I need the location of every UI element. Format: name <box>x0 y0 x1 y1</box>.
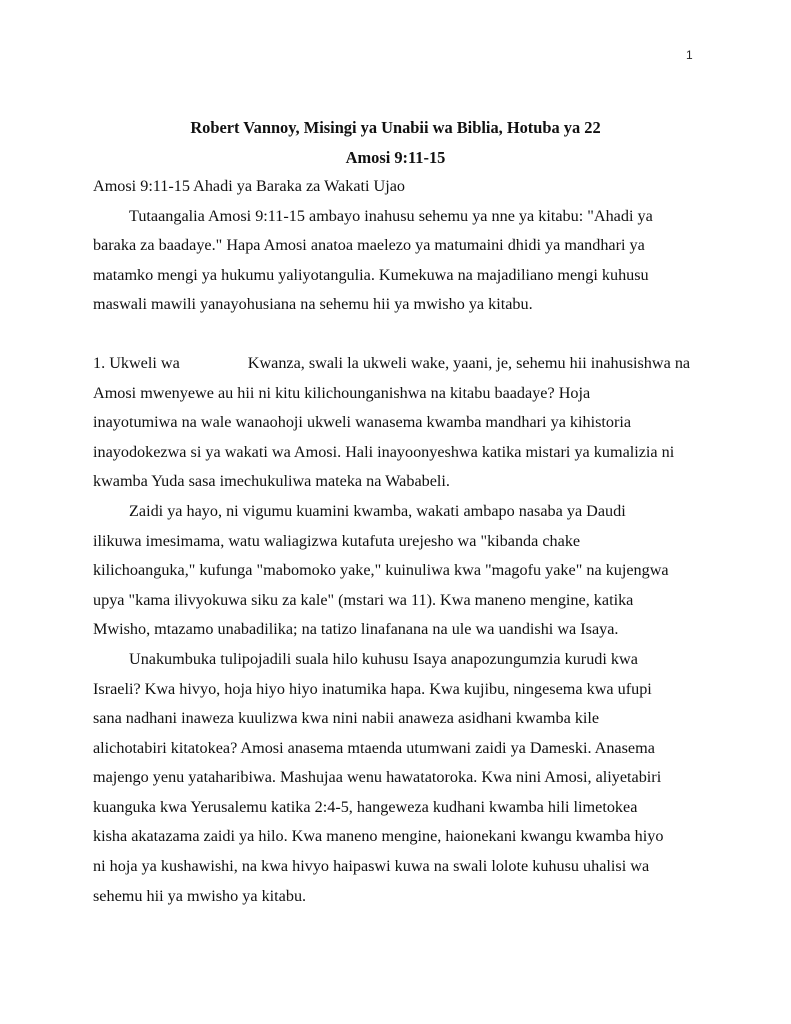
paragraph-line: Mwisho, mtazamo unabadilika; na tatizo linafanana na ule wa uandishi wa Isaya. <box>93 620 619 639</box>
paragraph-line: inayotumiwa na wale wanaohoji ukweli wanasema kwamba mandhari ya kihistoria <box>93 413 632 432</box>
paragraph-line: Israeli? Kwa hivyo, hoja hiyo hiyo inatumika hapa. Kwa kujibu, ningesema kwa ufupi <box>93 679 652 698</box>
paragraph-line: kilichoanguka," kufunga "mabomoko yake," kuinuliwa kwa "magofu yake" na kujengwa <box>93 561 669 580</box>
paragraph-line: ilikuwa imesimama, watu waliagizwa kutafuta urejesho wa "kibanda chake <box>93 531 581 550</box>
paragraph-spacer <box>93 320 713 349</box>
paragraph-line: Unakumbuka tulipojadili suala hilo kuhusu Isaya anapozungumzia kurudi kwa <box>129 649 638 668</box>
paragraph-line: sana nadhani inaweza kuulizwa kwa nini nabii anaweza asidhani kwamba kile <box>93 709 600 728</box>
paragraph-line: ni hoja ya kushawishi, na kwa hivyo haipaswi kuwa na swali lolote kuhusu uhalisi wa <box>93 857 650 876</box>
paragraph-line: upya "kama ilivyokuwa siku za kale" (mstari wa 11). Kwa maneno mengine, katika <box>93 590 634 609</box>
paragraph-4 <box>93 645 713 911</box>
paragraph-line: Zaidi ya hayo, ni vigumu kuamini kwamba, wakati ambapo nasaba ya Daudi <box>129 501 626 520</box>
paragraph-line: majengo yenu yataharibiwa. Mashujaa wenu hawatatoroka. Kwa nini Amosi, aliyetabiri <box>93 768 662 787</box>
paragraph-line: maswali mawili yanayohusiana na sehemu hii ya mwisho ya kitabu. <box>93 295 533 314</box>
document-title: Robert Vannoy, Misingi ya Unabii wa Biblia, Hotuba ya 22 <box>190 118 601 137</box>
paragraph-line: Amosi mwenyewe au hii ni kitu kilichounganishwa na kitabu baadaye? Hoja <box>93 383 591 402</box>
paragraph-line: sehemu hii ya mwisho ya kitabu. <box>93 886 307 905</box>
paragraph-line: kwamba Yuda sasa imechukuliwa mateka na Wababeli. <box>93 472 450 491</box>
paragraph-line: kisha akatazama zaidi ya hilo. Kwa maneno mengine, haionekani kwangu kwamba hiyo <box>93 827 664 846</box>
paragraph-line: baraka za baadaye." Hapa Amosi anatoa maelezo ya matumaini dhidi ya mandhari ya <box>93 236 645 255</box>
document-subtitle: Amosi 9:11-15 <box>345 148 446 167</box>
document-body <box>93 172 713 911</box>
numbered-label: 1. Ukweli wa <box>93 353 180 372</box>
paragraph-line <box>93 349 713 379</box>
paragraph-line: inayodokezwa si ya wakati wa Amosi. Hali inayoonyeshwa katika mistari ya kumalizia ni <box>93 442 675 461</box>
paragraph-line-text: Kwanza, swali la ukweli wake, yaani, je, sehemu hii inahusishwa na <box>247 353 691 372</box>
section-heading: Amosi 9:11-15 Ahadi ya Baraka za Wakati Ujao <box>93 177 406 195</box>
paragraph-line: alichotabiri kitatokea? Amosi anasema mtaenda utumwani zaidi ya Dameski. Anasema <box>93 738 655 757</box>
paragraph-2 <box>93 349 713 497</box>
paragraph-line: kuanguka kwa Yerusalemu katika 2:4-5, hangeweza kudhani kwamba hili limetokea <box>93 797 638 816</box>
paragraph-line: Tutaangalia Amosi 9:11-15 ambayo inahusu sehemu ya nne ya kitabu: "Ahadi ya <box>129 206 653 225</box>
paragraph-3 <box>93 497 713 645</box>
page-number: 1 <box>686 48 693 62</box>
paragraph-1 <box>93 202 713 320</box>
paragraph-line: matamko mengi ya hukumu yaliyotangulia. Kumekuwa na majadiliano mengi kuhusu <box>93 265 649 284</box>
